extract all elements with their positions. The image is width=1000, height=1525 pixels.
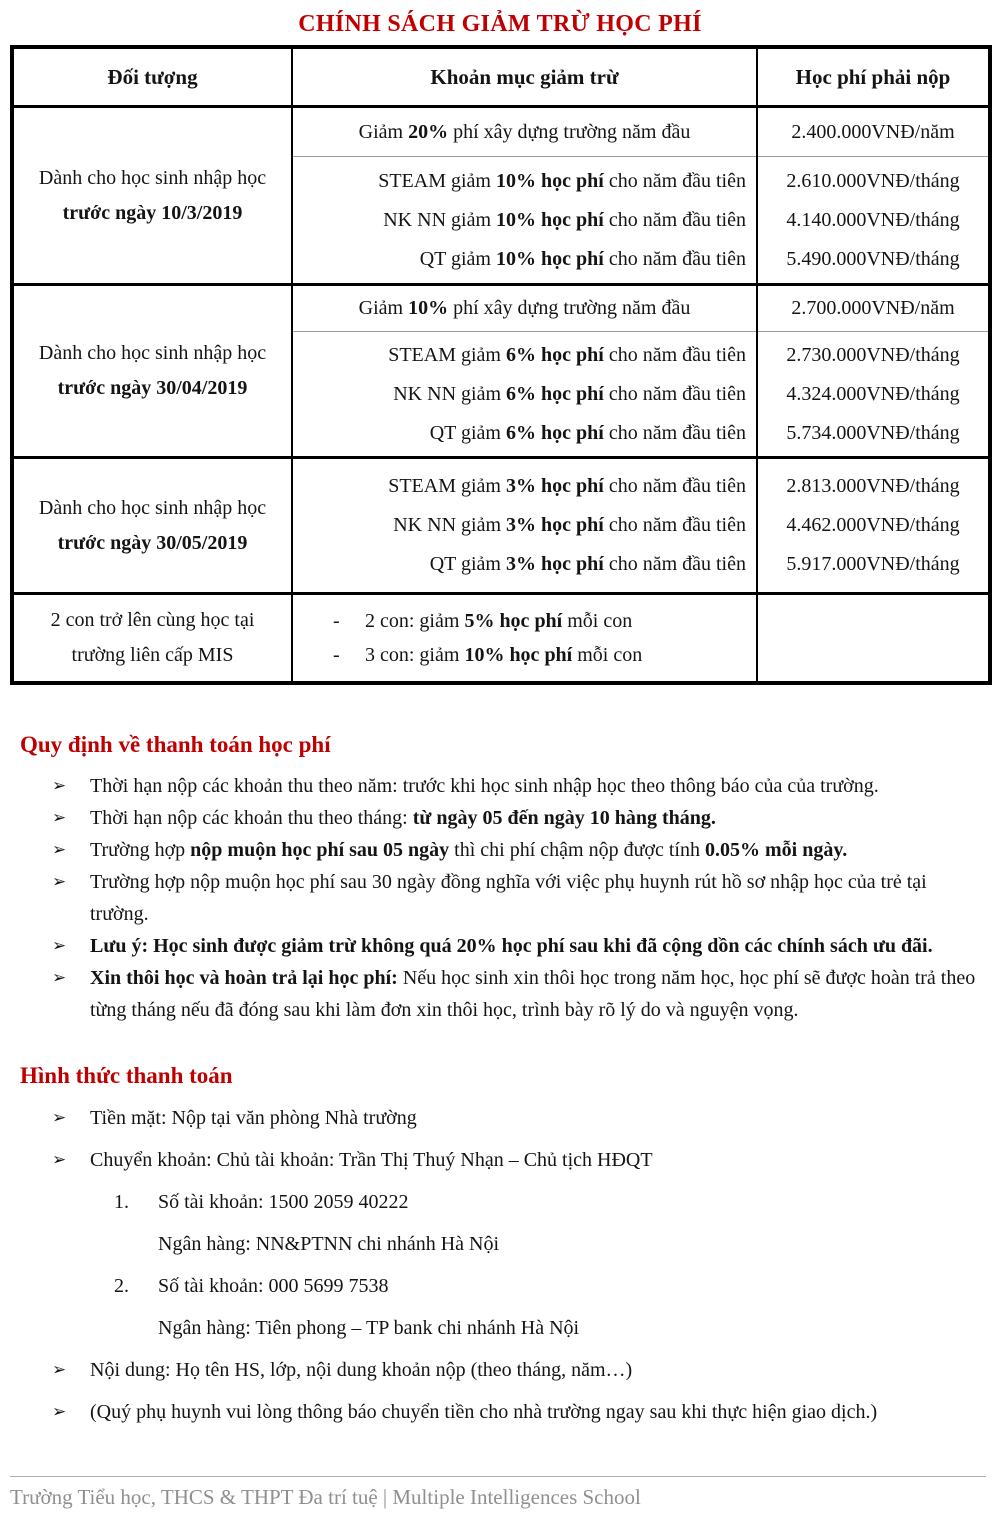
arrow-bullet-icon: ➢ <box>52 1360 67 1379</box>
list-item <box>52 866 990 930</box>
table-row <box>12 458 990 594</box>
siblings-discount-text: 2 con: giảm 5% học phí mỗi con <box>365 610 633 632</box>
program-line: NK NN giảm 10% học phí cho năm đầu tiên <box>383 208 746 231</box>
list-item <box>52 1147 990 1173</box>
rule-text: Thời hạn nộp các khoản thu theo tháng: từ ngày 05 đến ngày 10 hàng tháng. <box>90 807 716 829</box>
program-fee-cell-3 <box>757 458 990 594</box>
build-fee-amount-2: 2.700.000VNĐ/năm <box>757 285 990 332</box>
list-item <box>52 930 990 962</box>
arrow-bullet-icon: ➢ <box>52 840 67 859</box>
table-row <box>12 285 990 332</box>
program-desc-cell-2 <box>292 332 757 458</box>
program-fee-cell-2 <box>757 332 990 458</box>
rule-text: Trường hợp nộp muộn học phí sau 05 ngày thì chi phí chậm nộp được tính 0.05% mỗi ngày. <box>90 839 848 861</box>
fee-line: 5.734.000VNĐ/tháng <box>786 421 960 444</box>
program-line: STEAM giảm 3% học phí cho năm đầu tiên <box>388 475 746 497</box>
fee-line: 2.610.000VNĐ/tháng <box>786 169 960 192</box>
list-item <box>114 1189 990 1215</box>
siblings-discount-text: 3 con: giảm 10% học phí mỗi con <box>365 644 643 666</box>
build-fee-desc-1: Giảm 20% phí xây dựng trường năm đầu <box>292 107 757 157</box>
rule-text: Thời hạn nộp các khoản thu theo năm: trước khi học sinh nhập học theo thông báo của của trường. <box>90 775 879 797</box>
fee-line: 5.917.000VNĐ/tháng <box>786 553 960 575</box>
siblings-fee-cell-empty <box>757 594 990 684</box>
build-fee-amount-1: 2.400.000VNĐ/năm <box>757 107 990 157</box>
account-number-2: Số tài khoản: 000 5699 7538 <box>158 1275 389 1297</box>
program-line: NK NN giảm 6% học phí cho năm đầu tiên <box>393 382 746 405</box>
rule-text: Trường hợp nộp muộn học phí sau 30 ngày đồng nghĩa với việc phụ huynh rút hồ sơ nhập học của trẻ tại trường. <box>90 871 927 925</box>
rule-text: Lưu ý: Học sinh được giảm trừ không quá 20% học phí sau khi đã cộng dồn các chính sách ưu đãi. <box>90 935 933 957</box>
arrow-bullet-icon: ➢ <box>52 936 67 955</box>
program-line: STEAM giảm 6% học phí cho năm đầu tiên <box>388 343 746 366</box>
transfer-content-text: Nội dung: Họ tên HS, lớp, nội dung khoản nộp (theo tháng, năm…) <box>90 1359 633 1381</box>
payment-rules-list <box>52 770 990 1026</box>
arrow-bullet-icon: ➢ <box>52 808 67 827</box>
subject-deadline: trước ngày 10/3/2019 <box>62 201 243 224</box>
program-line: STEAM giảm 10% học phí cho năm đầu tiên <box>378 169 746 192</box>
fee-line: 2.730.000VNĐ/tháng <box>786 343 960 366</box>
list-item <box>52 1399 990 1425</box>
subject-line: Dành cho học sinh nhập học <box>38 166 267 189</box>
dash-bullet-icon: - <box>333 610 340 632</box>
section-heading-payment-methods: Hình thức thanh toán <box>20 1063 233 1088</box>
siblings-discount-line <box>333 604 756 638</box>
build-fee-desc-2: Giảm 10% phí xây dựng trường năm đầu <box>292 285 757 332</box>
arrow-bullet-icon: ➢ <box>52 1108 67 1127</box>
transfer-method-text: Chuyển khoản: Chủ tài khoản: Trần Thị Thuý Nhạn – Chủ tịch HĐQT <box>90 1149 653 1171</box>
program-line: NK NN giảm 3% học phí cho năm đầu tiên <box>393 514 746 536</box>
program-line: QT giảm 3% học phí cho năm đầu tiên <box>429 553 746 575</box>
arrow-bullet-icon: ➢ <box>52 1150 67 1169</box>
list-item <box>52 1357 990 1383</box>
list-item <box>52 802 990 834</box>
subject-line: Dành cho học sinh nhập học <box>38 342 267 364</box>
arrow-bullet-icon: ➢ <box>52 872 67 891</box>
page-footer <box>10 1476 986 1510</box>
fee-line: 4.324.000VNĐ/tháng <box>786 382 960 405</box>
table-row <box>12 594 990 684</box>
transfer-note-text: (Quý phụ huynh vui lòng thông báo chuyển tiền cho nhà trường ngay sau khi thực hiện giao dịch.) <box>90 1401 878 1423</box>
rule-text: Xin thôi học và hoàn trả lại học phí: Nếu học sinh xin thôi học trong năm học, học phí sẽ được hoàn trả theo từng tháng nếu đã đóng sau khi làm đơn xin thôi học, trình bày rõ lý do và nguyện vọng. <box>90 967 976 1021</box>
fee-line: 2.813.000VNĐ/tháng <box>786 475 960 497</box>
subject-cell-1 <box>12 107 292 285</box>
number-marker: 1. <box>114 1191 129 1213</box>
subject-cell-3 <box>12 458 292 594</box>
program-fee-cell-1 <box>757 157 990 285</box>
fee-line: 4.462.000VNĐ/tháng <box>786 514 960 536</box>
header-hoc-phi: Học phí phải nộp <box>757 47 990 107</box>
siblings-discount-cell <box>292 594 757 684</box>
dash-bullet-icon: - <box>333 644 340 666</box>
program-desc-cell-3 <box>292 458 757 594</box>
fee-reduction-table <box>10 45 992 685</box>
arrow-bullet-icon: ➢ <box>52 968 67 987</box>
subject-line: Dành cho học sinh nhập học <box>38 496 267 519</box>
arrow-bullet-icon: ➢ <box>52 776 67 795</box>
table-row <box>12 107 990 157</box>
siblings-discount-line <box>333 638 756 672</box>
account-number-1: Số tài khoản: 1500 2059 40222 <box>158 1191 409 1213</box>
arrow-bullet-icon: ➢ <box>52 1402 67 1421</box>
subject-deadline: trước ngày 30/05/2019 <box>57 531 248 554</box>
fee-line: 4.140.000VNĐ/tháng <box>786 208 960 231</box>
subject-deadline: trước ngày 30/04/2019 <box>57 377 248 399</box>
program-line: QT giảm 6% học phí cho năm đầu tiên <box>429 421 746 444</box>
program-desc-cell-1 <box>292 157 757 285</box>
bank-name-2: Ngân hàng: Tiên phong – TP bank chi nhánh Hà Nội <box>158 1317 580 1339</box>
list-item <box>114 1273 990 1299</box>
page-title: CHÍNH SÁCH GIẢM TRỪ HỌC PHÍ <box>298 11 702 37</box>
header-doi-tuong: Đối tượng <box>12 47 292 107</box>
subject-line: trường liên cấp MIS <box>71 644 234 666</box>
list-item <box>52 1105 990 1131</box>
list-item <box>52 834 990 866</box>
table-header-row <box>12 47 990 107</box>
subject-line: 2 con trở lên cùng học tại <box>50 609 255 631</box>
section-heading-payment-rules: Quy định về thanh toán học phí <box>20 732 331 757</box>
school-name-footer: Trường Tiểu học, THCS & THPT Đa trí tuệ | Multiple Intelligences School <box>10 1485 641 1509</box>
list-item <box>52 770 990 802</box>
payment-methods-list <box>52 1105 990 1425</box>
subject-cell-siblings <box>12 594 292 684</box>
subject-cell-2 <box>12 285 292 458</box>
bank-name-1: Ngân hàng: NN&PTNN chi nhánh Hà Nội <box>158 1233 500 1255</box>
list-item <box>52 962 990 1026</box>
number-marker: 2. <box>114 1275 129 1297</box>
header-khoan-muc: Khoản mục giảm trừ <box>292 47 757 107</box>
fee-line: 5.490.000VNĐ/tháng <box>786 247 960 270</box>
cash-method-text: Tiền mặt: Nộp tại văn phòng Nhà trường <box>90 1107 417 1129</box>
program-line: QT giảm 10% học phí cho năm đầu tiên <box>419 247 746 270</box>
